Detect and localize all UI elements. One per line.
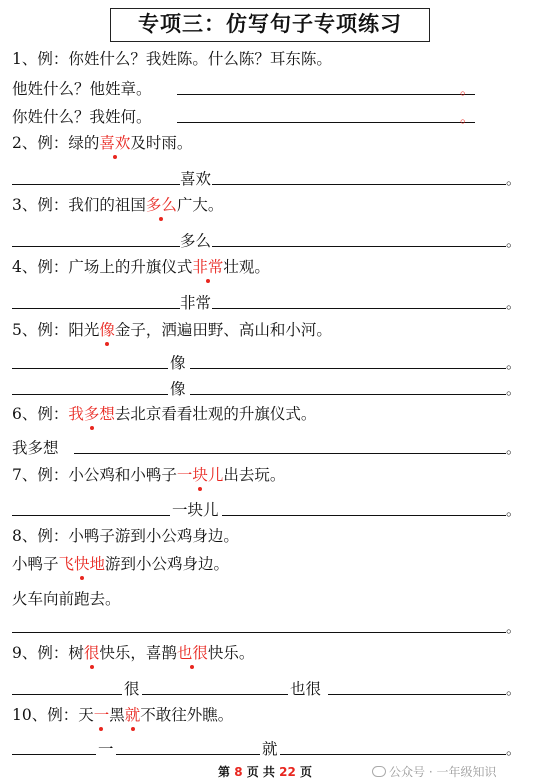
q1-answer-line-1[interactable] bbox=[177, 76, 475, 95]
q5-period-2: 。 bbox=[506, 380, 522, 398]
q5-highlight: 像 bbox=[99, 317, 115, 343]
q3-example bbox=[12, 192, 532, 218]
page-mid: 页 共 bbox=[246, 765, 275, 779]
q1-example bbox=[12, 46, 532, 72]
q5-prefix: 5、例：阳光 bbox=[12, 321, 100, 339]
q7-example bbox=[12, 462, 532, 488]
q6-answer bbox=[12, 435, 532, 461]
q5-example bbox=[12, 317, 532, 343]
q9-prefix: 9、例：树 bbox=[12, 644, 84, 662]
q10-answer-line-1[interactable] bbox=[12, 736, 96, 755]
q9-period: 。 bbox=[506, 680, 522, 698]
q4-keyword: 非常 bbox=[180, 294, 212, 312]
q8-answer-line[interactable] bbox=[12, 614, 506, 633]
q5-answer-line-2b[interactable] bbox=[190, 376, 506, 395]
q8-sentence-prefix: 小鸭子 bbox=[12, 555, 59, 573]
q8-task bbox=[12, 586, 532, 612]
q10-mid: 黑 bbox=[109, 706, 125, 724]
q1-end-mark-2: 。 bbox=[460, 108, 476, 126]
page-number bbox=[218, 762, 312, 782]
watermark bbox=[372, 762, 496, 782]
q10-highlight-2: 就 bbox=[125, 702, 141, 728]
q6-answer-prefix: 我多想 bbox=[12, 439, 59, 457]
q9-suffix: 快乐。 bbox=[207, 644, 255, 662]
q5-answer-2 bbox=[12, 376, 532, 402]
q10-prefix: 10、例：天 bbox=[12, 706, 94, 724]
q8-answer bbox=[12, 614, 532, 640]
q3-answer-line-1[interactable] bbox=[12, 228, 180, 247]
q6-example bbox=[12, 401, 532, 427]
q6-prefix: 6、例： bbox=[12, 405, 69, 423]
q9-mid: 快乐，喜鹊 bbox=[99, 644, 177, 662]
q8-sentence-suffix: 游到小公鸡身边。 bbox=[105, 555, 230, 573]
q5-answer-line-1a[interactable] bbox=[12, 350, 168, 369]
q8-task-text: 火车向前跑去。 bbox=[12, 590, 121, 608]
q8-sentence bbox=[12, 551, 532, 577]
page-suffix: 页 bbox=[300, 765, 313, 779]
q4-answer-line-1[interactable] bbox=[12, 290, 180, 309]
q2-answer-line-1[interactable] bbox=[12, 166, 180, 185]
q3-keyword: 多么 bbox=[180, 232, 212, 250]
q8-example-text: 8、例：小鸭子游到小公鸡身边。 bbox=[12, 527, 239, 545]
page-prefix: 第 bbox=[218, 765, 231, 779]
q10-answer-line-3[interactable] bbox=[280, 736, 506, 755]
q10-keyword-1: 一 bbox=[98, 740, 114, 758]
q9-answer-line-2[interactable] bbox=[142, 676, 288, 695]
q9-answer bbox=[12, 676, 532, 702]
current-page: 8 bbox=[234, 765, 243, 779]
q9-answer-line-1[interactable] bbox=[12, 676, 122, 695]
q10-answer bbox=[12, 736, 532, 762]
q1-line1 bbox=[12, 76, 532, 102]
q7-prefix: 7、例：小公鸡和小鸭子 bbox=[12, 466, 177, 484]
q4-highlight: 非常 bbox=[192, 254, 223, 280]
q4-answer bbox=[12, 290, 532, 316]
q1-line2-text: 你姓什么？我姓何。 bbox=[12, 108, 152, 126]
q2-prefix: 2、例：绿的 bbox=[12, 134, 100, 152]
q7-answer-line-1[interactable] bbox=[12, 497, 170, 516]
q10-highlight-1: 一 bbox=[94, 702, 110, 728]
q10-answer-line-2[interactable] bbox=[116, 736, 260, 755]
q9-example bbox=[12, 640, 532, 666]
q5-answer-1 bbox=[12, 350, 532, 376]
q2-answer-line-2[interactable] bbox=[212, 166, 506, 185]
q3-suffix: 广大。 bbox=[176, 196, 224, 214]
q5-suffix: 金子，洒遍田野、高山和小河。 bbox=[114, 321, 332, 339]
q5-answer-line-2a[interactable] bbox=[12, 376, 168, 395]
q1-line2 bbox=[12, 104, 532, 130]
q6-answer-line[interactable] bbox=[74, 435, 506, 454]
q6-highlight: 我多想 bbox=[68, 401, 115, 427]
q6-period: 。 bbox=[506, 439, 522, 457]
page-title: 专项三：仿写句子专项练习 bbox=[110, 8, 430, 42]
q7-answer bbox=[12, 497, 532, 523]
q9-answer-line-3[interactable] bbox=[328, 676, 506, 695]
q7-suffix: 出去玩。 bbox=[223, 466, 286, 484]
q7-answer-line-2[interactable] bbox=[222, 497, 506, 516]
q5-keyword-2: 像 bbox=[170, 380, 186, 398]
q5-answer-line-1b[interactable] bbox=[190, 350, 506, 369]
q4-prefix: 4、例：广场上的升旗仪式 bbox=[12, 258, 193, 276]
q9-keyword-1: 很 bbox=[124, 680, 140, 698]
q1-line1-text: 他姓什么？他姓章。 bbox=[12, 80, 152, 98]
q3-prefix: 3、例：我们的祖国 bbox=[12, 196, 146, 214]
q2-suffix: 及时雨。 bbox=[130, 134, 193, 152]
q5-keyword-1: 像 bbox=[170, 354, 186, 372]
q3-answer bbox=[12, 228, 532, 254]
q7-highlight: 一块儿 bbox=[177, 462, 224, 488]
q2-period: 。 bbox=[506, 170, 522, 188]
q7-period: 。 bbox=[506, 501, 522, 519]
q6-suffix: 去北京看看壮观的升旗仪式。 bbox=[114, 405, 317, 423]
q8-period: 。 bbox=[506, 618, 522, 636]
page-footer bbox=[0, 762, 540, 782]
q1-end-mark-1: 。 bbox=[460, 80, 476, 98]
q3-answer-line-2[interactable] bbox=[212, 228, 506, 247]
q1-answer-line-2[interactable] bbox=[177, 104, 475, 123]
q3-highlight: 多么 bbox=[146, 192, 177, 218]
q1-example-text: 1、例：你姓什么？我姓陈。什么陈？耳东陈。 bbox=[12, 50, 332, 68]
q2-example bbox=[12, 130, 532, 156]
q4-example bbox=[12, 254, 532, 280]
q3-period: 。 bbox=[506, 232, 522, 250]
q2-highlight: 喜欢 bbox=[99, 130, 130, 156]
q10-keyword-2: 就 bbox=[262, 740, 278, 758]
q5-period-1: 。 bbox=[506, 354, 522, 372]
q9-keyword-2: 也很 bbox=[290, 680, 322, 698]
q2-keyword: 喜欢 bbox=[180, 170, 212, 188]
total-pages: 22 bbox=[279, 765, 296, 779]
q9-highlight-2: 也很 bbox=[177, 640, 208, 666]
q9-highlight-1: 很 bbox=[84, 640, 100, 666]
q8-highlight: 飞快地 bbox=[59, 551, 106, 577]
q10-example bbox=[12, 702, 532, 728]
q4-period: 。 bbox=[506, 294, 522, 312]
wechat-icon bbox=[372, 766, 386, 777]
q7-keyword: 一块儿 bbox=[172, 501, 219, 519]
q4-answer-line-2[interactable] bbox=[212, 290, 506, 309]
q10-suffix: 不敢往外瞧。 bbox=[140, 706, 234, 724]
q10-period: 。 bbox=[506, 740, 522, 758]
q2-answer bbox=[12, 166, 532, 192]
q4-suffix: 壮观。 bbox=[223, 258, 270, 276]
watermark-text: 公众号 · 一年级知识 bbox=[389, 765, 497, 779]
q8-example bbox=[12, 523, 532, 549]
